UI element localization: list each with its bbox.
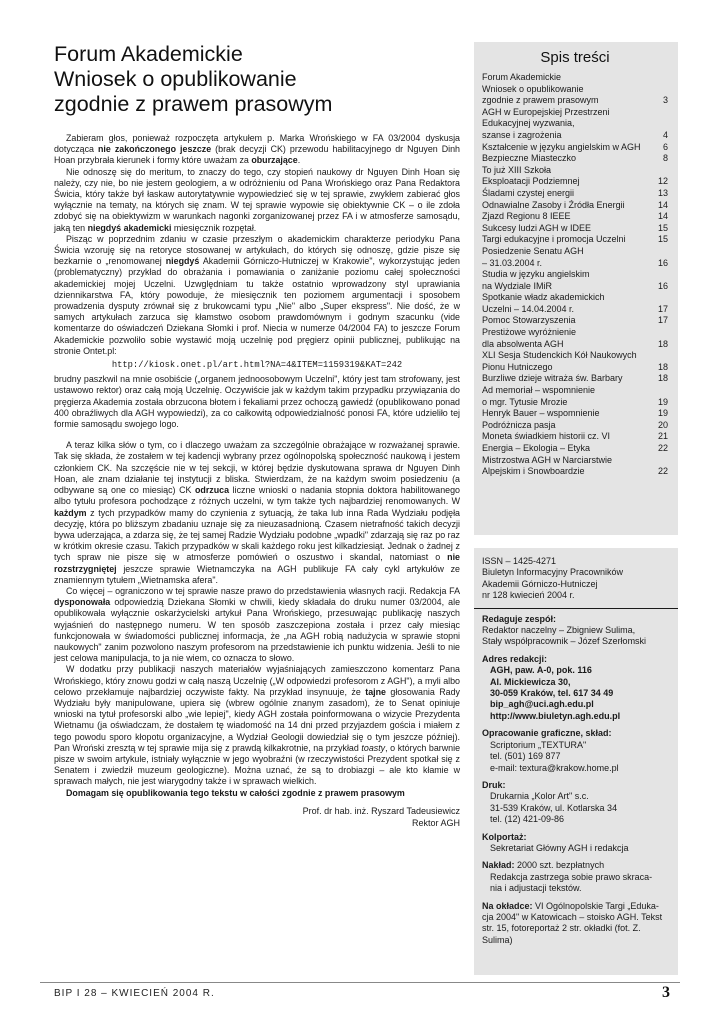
info-line: tel. (12) 421-09-86 bbox=[490, 814, 565, 825]
paragraph: brudny paszkwil na mnie osobiście („organem jednoosobowym Uczelni", który jest tam strofowany, jest ustawowo rektor) oraz całą moją Uczelnię. Oczywiście jak w każdym takim przypadku przywiązania do pręgierza Akademia została obrzucona błotem i fekaliami przez ochoczą gawiedź (opublikowano ponad 400 obraźliwych dla AGH wypowiedzi), za co całkowitą odpowiedzialność ponosi FA, które udzieliło tej formie samosądu swojego logo. bbox=[54, 374, 460, 430]
toc-entry-title: Henryk Bauer – wspomnienie bbox=[482, 408, 600, 419]
toc-entry-title: Edukacyjnej wyzwania, bbox=[482, 118, 575, 129]
info-line: cja 2004" w Katowicach – stoisko AGH. Tekst bbox=[482, 911, 663, 922]
graphic-design bbox=[482, 728, 670, 774]
info-line: Sekretariat Główny AGH i redakcja bbox=[490, 842, 629, 853]
printing bbox=[482, 780, 670, 826]
closing-demand: Domagam się opublikowania tego tekstu w całości zgodnie z prawem prasowym bbox=[66, 787, 405, 798]
toc-entry[interactable] bbox=[482, 281, 668, 293]
toc-entry-page: 20 bbox=[657, 419, 668, 430]
distribution bbox=[482, 832, 670, 855]
toc-entry[interactable] bbox=[482, 153, 668, 165]
info-line: nia i adjustacji tekstów. bbox=[490, 883, 582, 894]
toc-entry-page: 18 bbox=[657, 338, 668, 349]
toc-entry-page: 13 bbox=[657, 187, 668, 198]
toc-entry-title: na Wydziale IMiR bbox=[482, 280, 552, 291]
toc-entry-title: Bezpieczne Miasteczko bbox=[482, 153, 577, 164]
toc-entry[interactable] bbox=[482, 420, 668, 432]
toc-entry[interactable] bbox=[482, 142, 668, 154]
info-line: nr 128 kwiecień 2004 r. bbox=[482, 590, 575, 601]
toc-entry[interactable] bbox=[482, 223, 668, 235]
toc-entry-page bbox=[654, 118, 668, 130]
paragraph: W dodatku przy publikacji naszych materiałów wyjaśniających zamieszczono komentarz Pana Wrońskiego, który znowu godzi w całą naszą Uczelnię („W odpowiedzi profesorom z AGH"), a myli albo celowo przekłamuje najbardziej oczywiste fakty. Na przykład insynuuje, że tajne głosowania Rady Wydziału były manipulowane, upiera się (wbrew ogólnie znanym zasadom), że to Senat opiniuje wnioski na tytuł profesorski albo „wie lepiej", kiedy AGH została poinformowana o wizycie Prezydenta Wietnamu (ja oświadczam, że dostałem tę wiadomość na 14 dni przed przyjazdem gościa i miałem z tego powodu sporo kłopotu organizacyjne, a Wydział Geologii dowiedział się o tym jeszcze później). Pan Wroński zresztą w tej sprawie mija się z prawdą kilkakrotnie, na przykład toasty, o których barwnie pisze w swoim artykule, istniały wyłącznie w jego wyobraźni (w rzeczywistości Prezydent spotkał się z Senatem i zwiedził muzeum geologiczne). Można uznać, że są to drobiazgi – ale kto kłamie w sprawach małych, nie jest wiarygodny także i w sprawach wielkich. bbox=[54, 664, 461, 787]
toc-entry[interactable] bbox=[482, 362, 668, 374]
toc-entry-page: 22 bbox=[657, 443, 668, 453]
toc-entry[interactable] bbox=[482, 165, 668, 177]
toc-entry-title: o mgr. Tytusie Mrozie bbox=[482, 396, 568, 407]
toc-entry-page bbox=[654, 72, 668, 84]
section-heading: Adres redakcji: bbox=[482, 653, 548, 664]
toc-entry-title: Odnawialne Zasoby i Źródła Energii bbox=[482, 199, 625, 210]
toc-entry[interactable] bbox=[482, 118, 668, 130]
toc-entry[interactable] bbox=[482, 246, 668, 258]
toc-entry-title: – 31.03.2004 r. bbox=[482, 257, 543, 268]
toc-entry-page bbox=[654, 327, 668, 339]
article-body bbox=[54, 133, 460, 799]
toc-entry-title: Śladami czystej energii bbox=[482, 187, 575, 198]
toc-entry-title: To już XIII Szkoła bbox=[482, 164, 552, 175]
toc-entry-page: 18 bbox=[657, 361, 668, 372]
section-heading: Opracowanie graficzne, skład: bbox=[482, 728, 612, 739]
toc-entry[interactable] bbox=[482, 234, 668, 246]
toc-entry-title: Moneta świadkiem historii cz. VI bbox=[482, 431, 611, 442]
toc-entry[interactable] bbox=[482, 84, 668, 96]
section-heading: Druk: bbox=[482, 779, 506, 790]
toc-entry-title: Wniosek o opublikowanie bbox=[482, 83, 584, 94]
toc-entry-title: Studia w języku angielskim bbox=[482, 269, 590, 280]
toc-entry-title: Mistrzostwa AGH w Narciarstwie bbox=[482, 454, 613, 465]
divider bbox=[474, 608, 678, 609]
table-of-contents bbox=[474, 42, 678, 535]
toc-entry[interactable] bbox=[482, 95, 668, 107]
toc-entry-page: 19 bbox=[657, 396, 668, 407]
info-line: Nakład: 2000 szt. bezpłatnych bbox=[482, 860, 605, 871]
toc-entry[interactable] bbox=[482, 304, 668, 316]
footer-issue-label: BIP I 28 – KWIECIEŃ 2004 R. bbox=[54, 988, 215, 999]
toc-entry[interactable] bbox=[482, 269, 668, 281]
article-title bbox=[54, 42, 460, 117]
info-line: Scriptorium „TEXTURA" bbox=[490, 739, 587, 750]
toc-entry-page: 21 bbox=[657, 431, 668, 442]
title-line: Wniosek o opublikowanie bbox=[54, 67, 297, 91]
toc-entry-page: 18 bbox=[657, 373, 668, 384]
toc-entry-page: 14 bbox=[657, 211, 668, 222]
toc-entry-title: Spotkanie władz akademickich bbox=[482, 292, 605, 303]
info-line: tel. (501) 169 877 bbox=[490, 751, 561, 762]
toc-entry-page: 15 bbox=[657, 222, 668, 233]
publication-info bbox=[474, 548, 678, 975]
toc-entry[interactable] bbox=[482, 397, 668, 409]
toc-entry-title: Forum Akademickie bbox=[482, 72, 562, 82]
section-heading: Kolportaż: bbox=[482, 831, 527, 842]
paragraph: A teraz kilka słów o tym, co i dlaczego uważam za szczególnie obrażające w rozważanej sprawie. Tak się składa, że zostałem w tej kadencji wybrany przez ogólnopolską społeczność naukową i jestem członkiem CK. Na szczęście nie w tej sekcji, w której będzie dyskutowana sprawa dr Nguyen Dinh Hoan, ale znam działanie tej instytucji z bliska. Stwierdzam, że na każdym swoim posiedzeniu (a odbywane są one co miesiąc) CK odrzuca liczne wnioski o nadania stopnia doktora habilitowanego albo tytułu profesora pochodzące z różnych uczelni, w tym także tych najbardziej renomowanych. W każdym z tych przypadków mamy do czynienia z sytuacją, że taka lub inna Rada Wydziału podjęła decyzję, która po bliższym zbadaniu uznaje się za nieuzasadnioną. Czasem nietrafność takich decyzji bywa uderzająca, a zdarza się, że tej samej Radzie Wydziału podobne „wpadki" zdarzają się raz po raz w krótkim okresie czasu. Takich przypadków w skali każdego roku jest kilkadziesiąt. Jednak o żadnej z tych spraw nie pisze się w atmosferze pomówień o oszustwo i skandal, natomiast o nie rozstrzygniętej jeszcze sprawie Wietnamczyka na AGH publikuje FA cały cykl artykułów ze znamiennym tytułem „Wietnamska afera". bbox=[54, 440, 460, 585]
toc-entry-page: 22 bbox=[657, 466, 668, 477]
paragraph: Pisząc w poprzednim zdaniu w czasie przeszłym o akademickim charakterze periodyku Pana Świcia wzoruję się na retoryce stosowanej w artykułach, do których się odnoszę, gdzie pisze się bezkarnie o „renomowanej niegdyś Akademii Górniczo-Hutniczej w Krakowie", wykorzystując jeden (problematyczny) przykład do obrażania i pomawiania o zaniżanie poziomu całej społeczności akademickiej mojej Uczelni. Uzwględniam tu także ostatnio wprowadzony styl uprawiania dziennikarstwa FA, który powoduje, że miesięcznik ten poziomem argumentacji i sposobem prowadzenia dysputy zrównał się z brukowcami typu „Nie" albo „Super ekspress". Nie dość, że w samych artykułach zarzuca się kłamstwo osobom prawdomównym i godnym szacunku (vide komentarze do oświadczeń Dziekana Słomki i prof. Niecia w numerze 04/2004 FA) to jeszcze Forum Akademickie pozwoliło sobie wystawić moją uczelnię pod pręgierz opinii publicznej, publikując na stronie Ontet.pl: bbox=[54, 233, 460, 356]
toc-entry-page: 4 bbox=[662, 129, 668, 140]
toc-entry[interactable] bbox=[482, 466, 668, 478]
toc-entry-title: Energia – Ekologia – Etyka bbox=[482, 443, 591, 453]
info-line: Na okładce: VI Ogólnopolskie Targi „Eduka- bbox=[482, 900, 659, 911]
toc-entry-title: XLI Sesja Studenckich Kół Naukowych bbox=[482, 350, 637, 361]
article bbox=[54, 42, 460, 829]
circulation bbox=[482, 860, 670, 894]
toc-entry-page: 8 bbox=[662, 153, 668, 164]
toc-entry-page: 16 bbox=[657, 280, 668, 291]
toc-entry[interactable] bbox=[482, 130, 668, 142]
toc-entry-page bbox=[654, 107, 668, 119]
toc-entry[interactable] bbox=[482, 107, 668, 119]
toc-entry[interactable] bbox=[482, 292, 668, 304]
toc-entry-page bbox=[654, 246, 668, 258]
toc-entry[interactable] bbox=[482, 200, 668, 212]
info-line: Redakcja zastrzega sobie prawo skraca- bbox=[490, 871, 653, 882]
toc-entry-title: Zjazd Regionu 8 IEEE bbox=[482, 211, 571, 222]
editorial-address bbox=[482, 654, 670, 722]
toc-entry-page: 6 bbox=[662, 141, 668, 152]
info-line: Al. Mickiewicza 30, bbox=[490, 676, 571, 687]
editorial-team bbox=[482, 614, 670, 648]
toc-entry[interactable] bbox=[482, 339, 668, 351]
toc-entry[interactable] bbox=[482, 327, 668, 339]
info-line: 30-059 Kraków, tel. 617 34 49 bbox=[490, 688, 614, 699]
info-line: ISSN – 1425-4271 bbox=[482, 556, 557, 566]
toc-entry[interactable] bbox=[482, 258, 668, 270]
toc-entry[interactable] bbox=[482, 188, 668, 200]
toc-entry[interactable] bbox=[482, 443, 668, 455]
paragraph: Zabieram głos, ponieważ rozpoczęta artykułem p. Marka Wrońskiego w FA 03/2004 dyskusja dotycząca nie zakończonego jeszcze (brak decyzji CK) przewodu habilitacyjnego dr Nguyen Dinh Hoan przybrała kierunek i formy które uważam za oburzające. bbox=[54, 133, 460, 166]
toc-entry-page: 12 bbox=[657, 176, 668, 187]
toc-entry-page: 14 bbox=[657, 199, 668, 210]
toc-entry-page: 15 bbox=[657, 234, 668, 245]
toc-entry[interactable] bbox=[482, 455, 668, 467]
toc-entry-title: Kształcenie w języku angielskim w AGH bbox=[482, 141, 641, 152]
toc-entry-title: Ad memoriał – wspomnienie bbox=[482, 385, 596, 396]
info-line: AGH, paw. A-0, pok. 116 bbox=[490, 665, 592, 676]
toc-entry-title: Prestiżowe wyróżnienie bbox=[482, 327, 577, 338]
toc-entry[interactable] bbox=[482, 211, 668, 223]
signature-name: Prof. dr hab. inż. Ryszard Tadeusiewicz bbox=[302, 805, 460, 816]
info-line: Stały współpracownik – Józef Szerłomski bbox=[482, 636, 647, 647]
toc-entry[interactable] bbox=[482, 350, 668, 362]
toc-entry-page: 16 bbox=[657, 257, 668, 268]
toc-entry-title: Podróżnicza pasja bbox=[482, 419, 556, 430]
info-line: Drukarnia „Kolor Art" s.c. bbox=[490, 791, 589, 802]
toc-entry-page bbox=[654, 385, 668, 397]
toc-entry-title: Targi edukacyjne i promocja Uczelni bbox=[482, 234, 626, 245]
toc-entry-page: 3 bbox=[662, 95, 668, 106]
toc-entry-title: Eksploatacji Podziemnej bbox=[482, 176, 580, 187]
paragraph: Co więcej – ograniczono w tej sprawie nasze prawo do przedstawienia własnych racji. Redakcja FA dysponowała odpowiedzią Dziekana Słomki w chwili, kiedy składała do druku numer 03/2004, ale opublikowała wyłącznie oskarżycielski artykuł Pana Wrońskiego, przesuwając publikację naszych wyjaśnień do następnego numeru. W ten sposób zaszczepiona została i przez cały miesiąc funkcjonowała w świadomości publicznej informacja, że „na AGH robią nadużycia w sprawie stopni naukowych" zanim pozwolono naszym profesorom na przedstawienie ich punktu widzenia. Jeśli to nie jest celowa manipulacja, to ja nie wiem, co oznacza to słowo. bbox=[54, 585, 460, 664]
info-line: Akademii Górniczo-Hutniczej bbox=[482, 578, 598, 589]
email-link[interactable]: e-mail: textura@krakow.home.pl bbox=[490, 762, 619, 773]
toc-entry-title: Uczelni – 14.04.2004 r. bbox=[482, 303, 575, 314]
toc-entry-page: 17 bbox=[657, 303, 668, 314]
title-line: zgodnie z prawem prasowym bbox=[54, 92, 333, 116]
info-line: Biuletyn Informacyjny Pracowników bbox=[482, 567, 624, 578]
toc-entry-title: Alpejskim i Snowboardzie bbox=[482, 466, 585, 477]
onet-url: http://kiosk.onet.pl/art.html?NA=4&ITEM=1159319&KAT=242 bbox=[111, 360, 403, 371]
issn-block bbox=[482, 556, 670, 602]
toc-entry[interactable] bbox=[482, 385, 668, 397]
toc-entry-page bbox=[654, 84, 668, 96]
toc-entry-page bbox=[654, 455, 668, 467]
toc-entry-title: Posiedzenie Senatu AGH bbox=[482, 245, 584, 256]
toc-entry[interactable] bbox=[482, 408, 668, 420]
website-link[interactable]: http://www.biuletyn.agh.edu.pl bbox=[490, 710, 621, 721]
toc-entry[interactable] bbox=[482, 72, 668, 84]
toc-heading: Spis treści bbox=[540, 49, 610, 66]
toc-entry-page: 17 bbox=[657, 315, 668, 326]
toc-entry[interactable] bbox=[482, 315, 668, 327]
toc-entry-title: Pomoc Stowarzyszenia bbox=[482, 315, 576, 326]
paragraph: Nie odnoszę się do meritum, to znaczy do tego, czy stopień naukowy dr Nguyen Dinh Hoan się należy, czy nie, bo nie jestem geologiem, a w odróżnieniu od Pana Wrońskiego oraz Pana Redaktora Świcia, który także był łaskaw autorytatywnie wypowiedzieć się w tej sprawie, zwykłem zabierać głos wyłącznie na tematy, na których się znam. W tej sprawie wypowie się obiektywnie CK – o ile zdoła zdobyć się na obiektywizm w warunkach nagonki zorganizowanej przez FA i w atmosferze samosądu, jaką ten niegdyś akademicki miesięcznik rozpętał. bbox=[54, 166, 460, 233]
toc-entry-title: dla absolwenta AGH bbox=[482, 338, 564, 349]
email-link[interactable]: bip_agh@uci.agh.edu.pl bbox=[490, 699, 594, 710]
toc-entry-title: Sukcesy ludzi AGH w IDEE bbox=[482, 222, 592, 233]
toc-entry-page bbox=[654, 269, 668, 281]
toc-entry[interactable] bbox=[482, 431, 668, 443]
toc-entry-title: AGH w Europejskiej Przestrzeni bbox=[482, 106, 610, 117]
toc-entry-page: 19 bbox=[657, 408, 668, 419]
title-line: Forum Akademickie bbox=[54, 42, 243, 66]
signature-role: Rektor AGH bbox=[411, 817, 460, 828]
toc-list bbox=[482, 72, 668, 478]
info-line: 31-539 Kraków, ul. Kotlarska 34 bbox=[490, 802, 618, 813]
footer-rule bbox=[40, 982, 680, 983]
toc-entry-title: szanse i zagrożenia bbox=[482, 129, 562, 140]
toc-entry[interactable] bbox=[482, 176, 668, 188]
section-heading: Redaguje zespół: bbox=[482, 613, 557, 624]
toc-entry[interactable] bbox=[482, 373, 668, 385]
toc-entry-title: zgodnie z prawem prasowym bbox=[482, 95, 599, 106]
toc-entry-title: Pionu Hutniczego bbox=[482, 361, 553, 372]
page-number: 3 bbox=[662, 984, 670, 1001]
toc-entry-page bbox=[654, 165, 668, 177]
signature bbox=[54, 805, 460, 829]
info-line: Redaktor naczelny – Zbigniew Sulima, bbox=[482, 625, 636, 636]
info-line: str. 15, fotoreportaż 2 str. okładki (fot. Z. Sulima) bbox=[482, 923, 641, 945]
toc-entry-title: Burzliwe dzieje witraża św. Barbary bbox=[482, 373, 623, 384]
cover-note bbox=[482, 901, 670, 947]
toc-entry-page bbox=[654, 350, 668, 362]
toc-entry-page bbox=[654, 292, 668, 304]
